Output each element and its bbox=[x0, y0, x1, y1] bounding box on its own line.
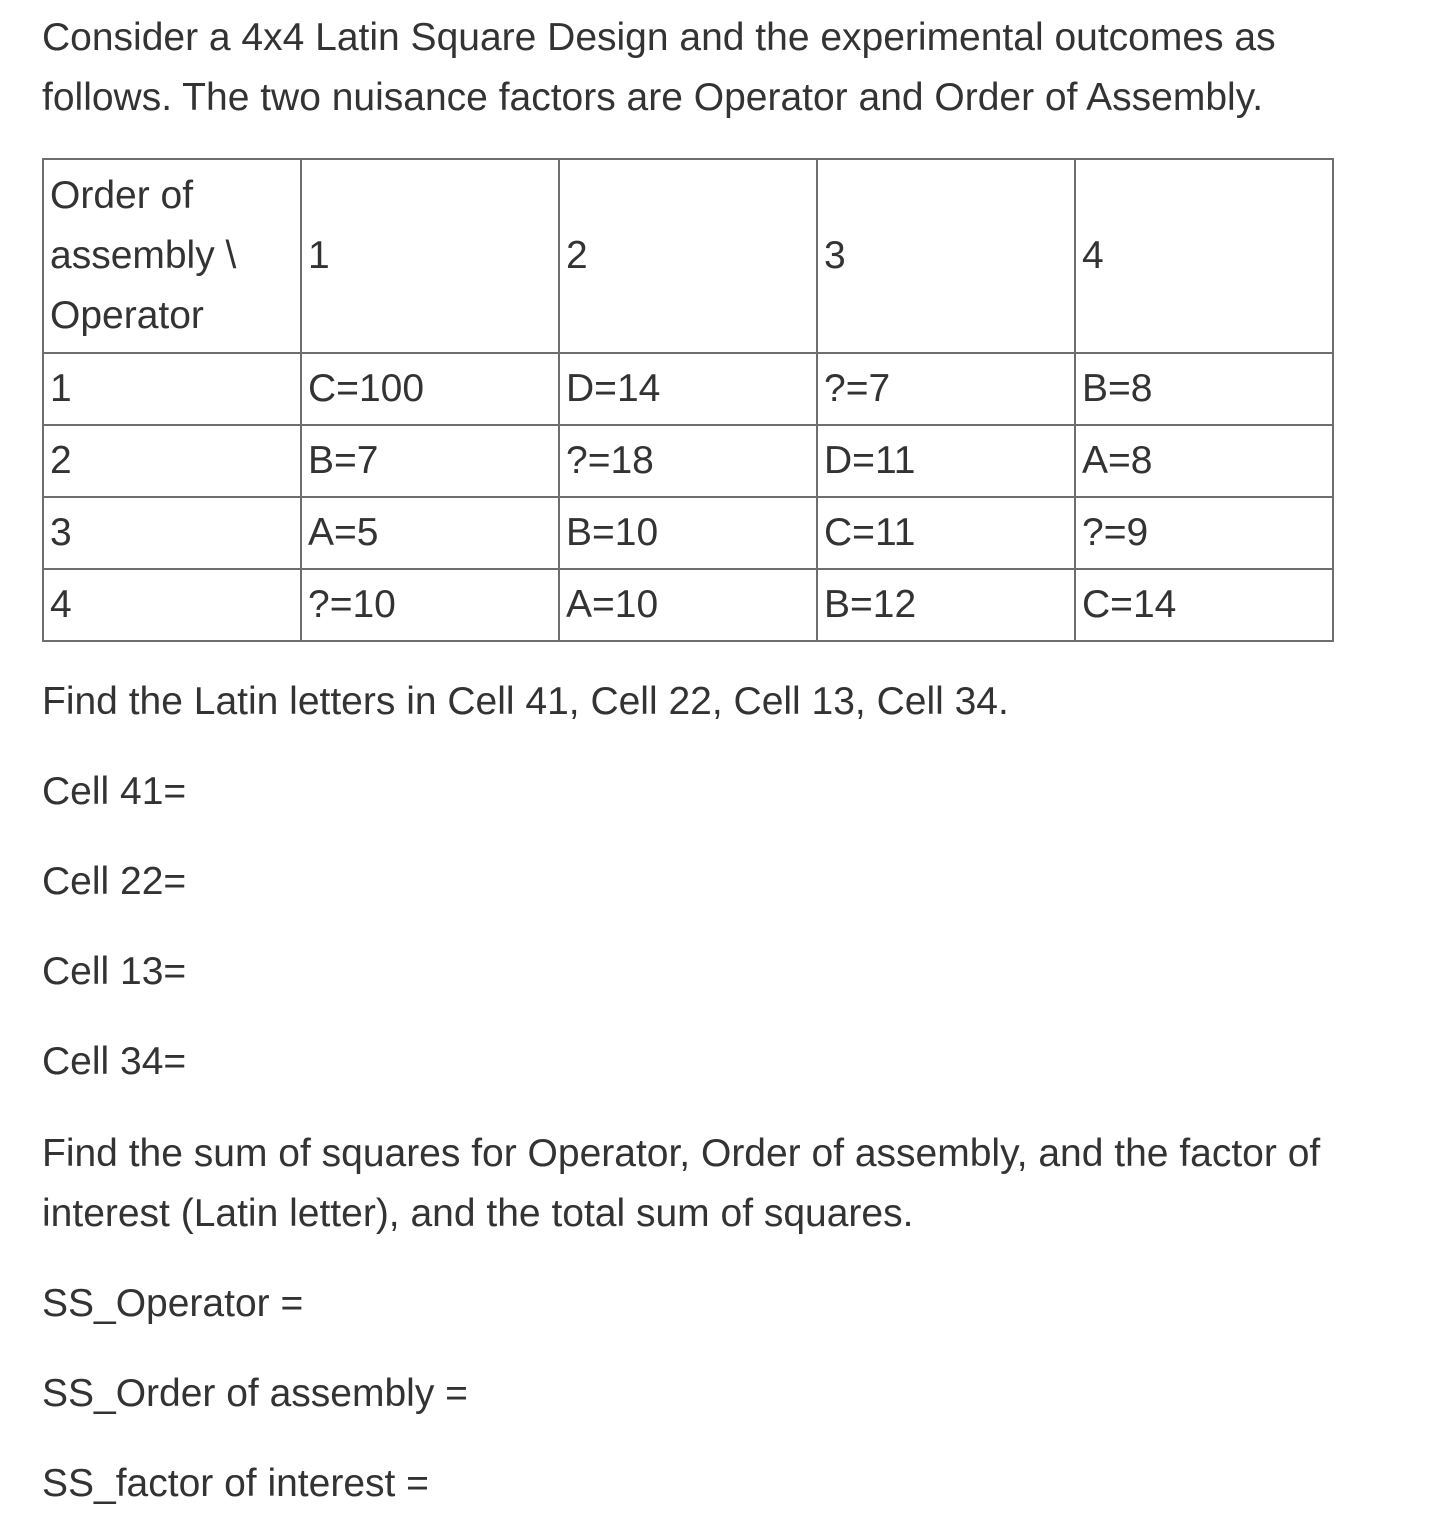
table-cell: C=100 bbox=[301, 353, 559, 425]
table-cell: ?=10 bbox=[301, 569, 559, 641]
cell-13-answer: Cell 13= bbox=[42, 950, 187, 993]
operator-header-cell: 1 bbox=[301, 159, 559, 353]
ss-operator-answer: SS_Operator = bbox=[42, 1282, 304, 1325]
table-cell: B=12 bbox=[817, 569, 1075, 641]
operator-header-cell: 3 bbox=[817, 159, 1075, 353]
table-row bbox=[43, 497, 1333, 569]
table-row bbox=[43, 569, 1333, 641]
question-sum-of-squares: Find the sum of squares for Operator, Order of assembly, and the factor of interest (Latin letter), and the total sum of squares. bbox=[42, 1132, 1321, 1235]
cell-22-answer: Cell 22= bbox=[42, 860, 187, 903]
table-cell: C=14 bbox=[1075, 569, 1333, 641]
table-cell: ?=9 bbox=[1075, 497, 1333, 569]
order-label-cell: 1 bbox=[43, 353, 301, 425]
table-cell: B=7 bbox=[301, 425, 559, 497]
table-cell: ?=18 bbox=[559, 425, 817, 497]
ss-order-answer: SS_Order of assembly = bbox=[42, 1372, 468, 1415]
corner-header-line: assembly \ bbox=[50, 234, 237, 277]
cell-34-answer: Cell 34= bbox=[42, 1040, 187, 1083]
table-cell: B=10 bbox=[559, 497, 817, 569]
order-label-cell: 4 bbox=[43, 569, 301, 641]
order-label-cell: 2 bbox=[43, 425, 301, 497]
order-label-cell: 3 bbox=[43, 497, 301, 569]
table-cell: A=10 bbox=[559, 569, 817, 641]
latin-square-table bbox=[42, 158, 1334, 642]
operator-header-cell: 2 bbox=[559, 159, 817, 353]
table-cell: B=8 bbox=[1075, 353, 1333, 425]
cell-41-answer: Cell 41= bbox=[42, 770, 187, 813]
table-cell: ?=7 bbox=[817, 353, 1075, 425]
table-header-row bbox=[43, 159, 1333, 353]
corner-header-line: Order of bbox=[50, 174, 194, 217]
table-cell: C=11 bbox=[817, 497, 1075, 569]
table-cell: D=11 bbox=[817, 425, 1075, 497]
intro-paragraph: Consider a 4x4 Latin Square Design and the experimental outcomes as follows. The two nuisance factors are Operator and Order of Assembly. bbox=[42, 16, 1276, 119]
question-latin-letters: Find the Latin letters in Cell 41, Cell 22, Cell 13, Cell 34. bbox=[42, 680, 1009, 723]
table-cell: D=14 bbox=[559, 353, 817, 425]
ss-factor-answer: SS_factor of interest = bbox=[42, 1462, 429, 1505]
operator-header-cell: 4 bbox=[1075, 159, 1333, 353]
table-cell: A=8 bbox=[1075, 425, 1333, 497]
corner-header-line: Operator bbox=[50, 294, 204, 337]
table-row bbox=[43, 353, 1333, 425]
table-cell: A=5 bbox=[301, 497, 559, 569]
table-row bbox=[43, 425, 1333, 497]
corner-header-cell bbox=[43, 159, 301, 353]
